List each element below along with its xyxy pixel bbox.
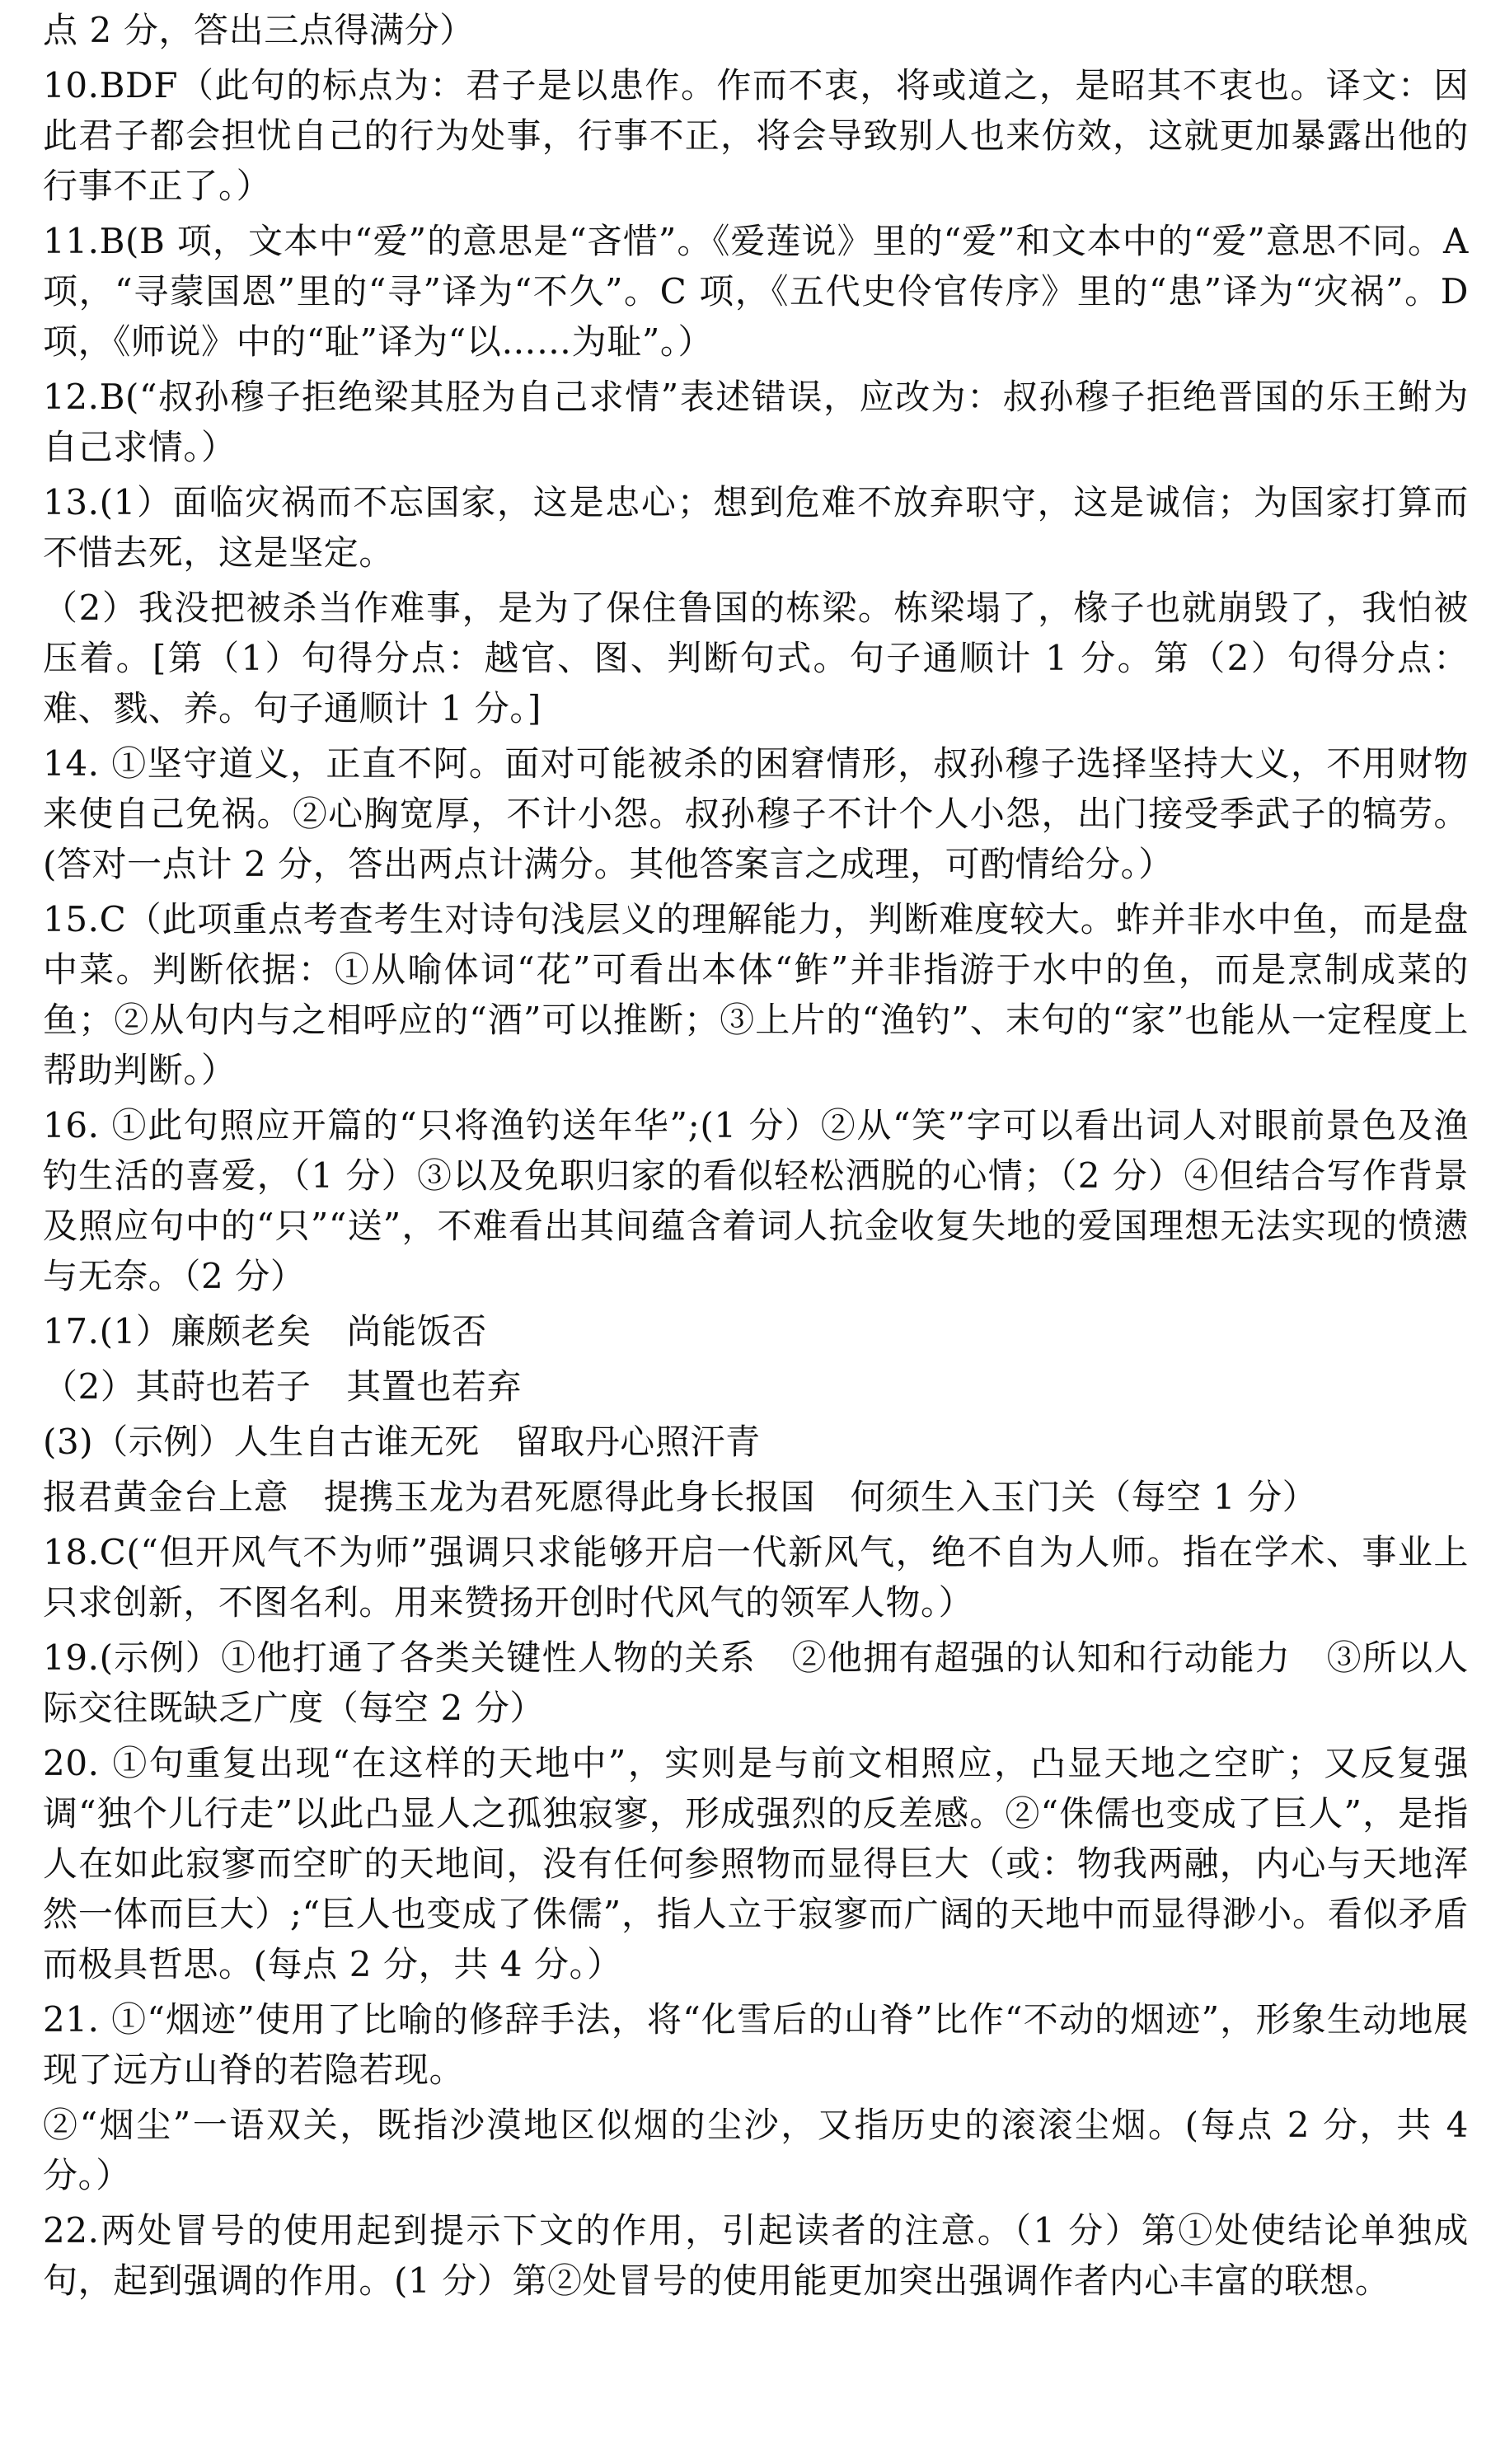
answer-11: 11.B(B 项，文本中“爱”的意思是“吝惜”。《爱莲说》里的“爱”和文本中的“爱”意思不同。A 项，“寻蒙国恩”里的“寻”译为“不久”。C 项，《五代史伶官传序》里的“患”译为“灾祸”。D 项，《师说》中的“耻”译为“以……为耻”。） [43,221,1469,362]
answer-17-part2: （2）其莳也若子 其置也若弃 [43,1366,523,1407]
answer-13-part2: （2）我没把被杀当作难事，是为了保住鲁国的栋梁。栋梁塌了，椽子也就崩毁了，我怕被压着。[第（1）句得分点：越官、图、判断句式。句子通顺计 1 分。第（2）句得分点：难、戮、养。句子通顺计 1 分。] [43,588,1469,728]
answer-16: 16. ①此句照应开篇的“只将渔钓送年华”;(1 分）②从“笑”字可以看出词人对眼前景色及渔钓生活的喜爱，（1 分）③以及免职归家的看似轻松洒脱的心情；（2 分）④但结合写作背景及照应句中的“只”“送”，不难看出其间蕴含着词人抗金收复失地的爱国理想无法实现的愤懑与无奈。（2 分） [43,1105,1469,1296]
answer-19: 19.(示例）①他打通了各类关键性人物的关系 ②他拥有超强的认知和行动能力 ③所以人际交往既缺乏广度（每空 2 分） [43,1637,1469,1728]
answer-18: 18.C(“但开风气不为师”强调只求能够开启一代新风气，绝不自为人师。指在学术、事业上只求创新，不图名利。用来赞扬开创时代风气的领军人物。） [43,1532,1469,1623]
answer-10: 10.BDF（此句的标点为：君子是以患作。作而不衷，将或道之，是昭其不衷也。译文：因此君子都会担忧自己的行为处事，行事不正，将会导致别人也来仿效，这就更加暴露出他的行事不正了。） [43,65,1469,206]
answer-14: 14. ①坚守道义，正直不阿。面对可能被杀的困窘情形，叔孙穆子选择坚持大义，不用财物来使自己免祸。②心胸宽厚，不计小怨。叔孙穆子不计个人小怨，出门接受季武子的犒劳。(答对一点计 2 分，答出两点计满分。其他答案言之成理，可酌情给分。） [43,743,1469,884]
answer-17-part1: 17.(1）廉颇老矣 尚能饭否 [43,1311,487,1351]
answer-paragraph-cont: 点 2 分，答出三点得满分） [43,10,475,50]
answer-21-part1: 21. ①“烟迹”使用了比喻的修辞手法，将“化雪后的山脊”比作“不动的烟迹”，形象生动地展现了远方山脊的若隐若现。 [43,1999,1469,2090]
answer-22: 22.两处冒号的使用起到提示下文的作用，引起读者的注意。（1 分）第①处使结论单独成句，起到强调的作用。(1 分）第②处冒号的使用能更加突出强调作者内心丰富的联想。 [43,2210,1469,2301]
answer-17-part3-cont: 报君黄金台上意 提携玉龙为君死愿得此身长报国 何须生入玉门关（每空 1 分） [43,1477,1318,1517]
answer-15: 15.C（此项重点考查考生对诗句浅层义的理解能力，判断难度较大。蚱并非水中鱼，而是盘中菜。判断依据：①从喻体词“花”可看出本体“鲊”并非指游于水中的鱼，而是烹制成菜的鱼；②从句内与之相呼应的“酒”可以推断；③上片的“渔钓”、末句的“家”也能从一定程度上帮助判断。） [43,899,1469,1090]
answer-17-part3: (3)（示例）人生自古谁无死 留取丹心照汗青 [43,1422,761,1462]
answer-20: 20. ①句重复出现“在这样的天地中”，实则是与前文相照应，凸显天地之空旷；又反复强调“独个儿行走”以此凸显人之孤独寂寥，形成强烈的反差感。②“侏儒也变成了巨人”，是指人在如此寂寥而空旷的天地间，没有任何参照物而显得巨大（或：物我两融，内心与天地浑然一体而巨大）;“巨人也变成了侏儒”，指人立于寂寥而广阔的天地中而显得渺小。看似矛盾而极具哲思。(每点 2 分，共 4 分。） [43,1743,1469,1984]
answer-12: 12.B(“叔孙穆子拒绝梁其胫为自己求情”表述错误，应改为：叔孙穆子拒绝晋国的乐王鲋为自己求情。） [43,377,1469,467]
answer-13-part1: 13.(1）面临灾祸而不忘国家，这是忠心；想到危难不放弃职守，这是诚信；为国家打算而不惜去死，这是坚定。 [43,482,1469,573]
answer-21-part2: ②“烟尘”一语双关，既指沙漠地区似烟的尘沙，又指历史的滚滚尘烟。(每点 2 分，共 4 分。） [43,2105,1469,2195]
